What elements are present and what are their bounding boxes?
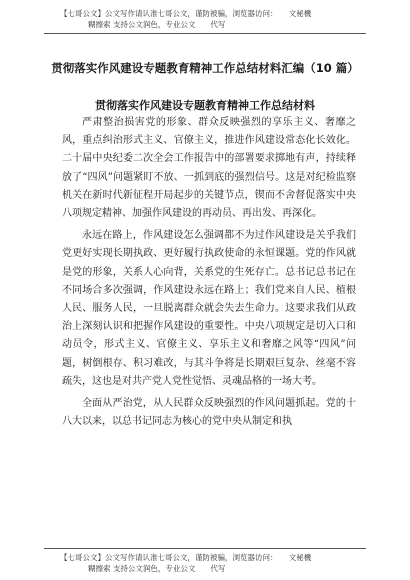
header-line-1: 【七哥公文】公文写作请认准七哥公文，谨防被骗，浏览器访问： 文秘機 [60, 9, 312, 18]
section-title: 贯彻落实作风建设专题教育精神工作总结材料 [95, 99, 315, 112]
footer-line-2: 糊擦索 支持公文润色，专业公文 代写 [88, 564, 226, 573]
paragraph: 严肃整治损害党的形象、群众反映强烈的享乐主义、奢靡之风，重点纠治形式主义、官僚主义，推进作风建设常态化长效化。二十届中央纪委二次全会工作报告中的部署要求掷地有声，持续释放了“四风”问题紧盯不放、一抓到底的强烈信号。这是对纪检监察机关在新时代新征程开局起步的关键节点，锲而不舍督促落实中央八项规定精神、加强作风建设的再动员、再出发、再深化。 [62, 117, 356, 220]
header-divider [44, 33, 366, 34]
document-title: 贯彻落实作风建设专题教育精神工作总结材料汇编（10 篇） [51, 61, 359, 75]
document-body [62, 114, 356, 431]
footer-divider [44, 548, 366, 549]
page-header [60, 8, 360, 30]
footer-line-1: 【七哥公文】公文写作请认准七哥公文，谨防被骗，浏览器访问： 文秘機 [60, 553, 312, 562]
header-line-2: 糊擦索 支持公文润色，专业公文 代写 [88, 20, 226, 29]
paragraph: 永远在路上，作风建设怎么强调都不为过作风建设是关乎我们党更好实现长期执政、更好履行执政使命的永恒课题。党的作风就是党的形象，关系人心向背，关系党的生死存亡。总书记总书记在不同场合多次强调，作风建设永远在路上；我们党来自人民、植根人民、服务人民，一旦脱离群众就会失去生命力。这要求我们从政治上深刻认识和把握作风建设的重要性。中央八项规定是切入口和动员令，形式主义、官僚主义、享乐主义和奢靡之风等“四风”问题，树倒根存、积习难改，与其斗争将是长期艰巨复杂、丝毫不容疏失，这也是对共产党人党性觉悟、灵魂品格的一场大考。 [62, 230, 356, 387]
paragraph: 全面从严治党，从人民群众反映强烈的作风问题抓起。党的十八大以来，以总书记同志为核心的党中央从制定和执 [62, 398, 356, 428]
page-footer [60, 552, 360, 574]
